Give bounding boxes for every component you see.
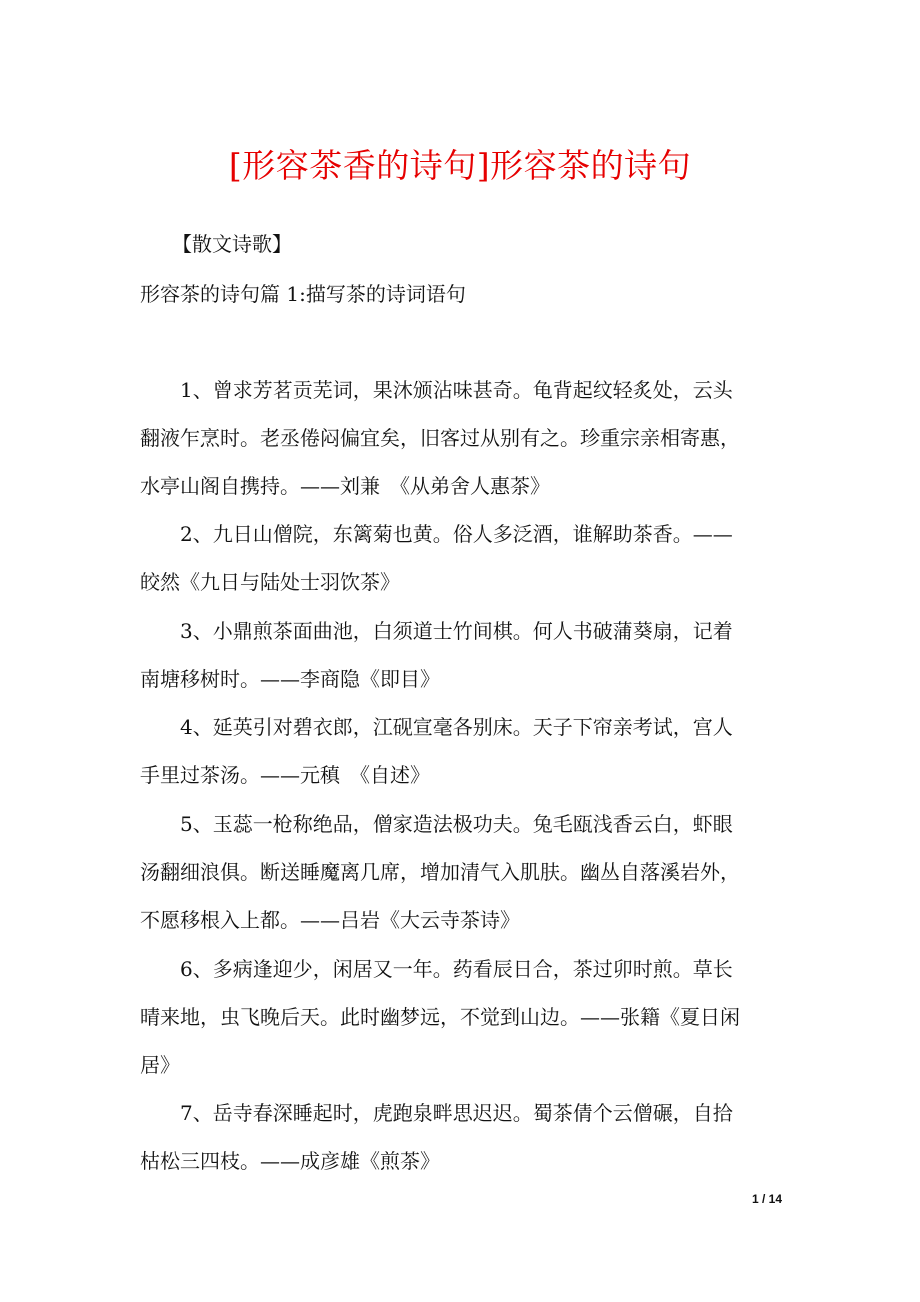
poem-line: 晴来地，虫飞晚后天。此时幽梦远，不觉到山边。——张籍《夏日闲 <box>140 1005 740 1029</box>
poem-4 <box>140 703 780 799</box>
category-label: 【散文诗歌】 <box>172 232 292 256</box>
poem-3 <box>140 607 780 703</box>
poem-line: 5、玉蕊一枪称绝品，僧家造法极功夫。兔毛瓯浅香云白，虾眼 <box>180 812 733 836</box>
poem-line: 1、曾求芳茗贡芜词，果沐颁沾味甚奇。龟背起纹轻炙处，云头 <box>180 378 733 402</box>
poem-line: 2、九日山僧院，东篱菊也黄。俗人多泛酒，谁解助茶香。—— <box>180 522 733 546</box>
poem-line: 水亭山阁自携持。——刘兼 《从弟舍人惠茶》 <box>140 474 550 498</box>
poem-line: 皎然《九日与陆处士羽饮茶》 <box>140 570 400 594</box>
poem-6 <box>140 945 780 1089</box>
poem-line: 手里过茶汤。——元稹 《自述》 <box>140 763 430 787</box>
poem-line: 枯松三四枝。——成彦雄《煎茶》 <box>140 1149 440 1173</box>
poem-line: 汤翻细浪俱。断送睡魔离几席，增加清气入肌肤。幽丛自落溪岩外， <box>140 860 740 884</box>
poem-line: 3、小鼎煎茶面曲池，白须道士竹间棋。何人书破蒲葵扇，记着 <box>180 619 733 643</box>
poem-line: 7、岳寺春深睡起时，虎跑泉畔思迟迟。蜀茶倩个云僧碾，自拾 <box>180 1101 733 1125</box>
document-title: [形容茶香的诗句]形容茶的诗句 <box>228 146 692 185</box>
poem-line: 南塘移树时。——李商隐《即目》 <box>140 667 440 691</box>
page-number: 1 / 14 <box>751 1192 782 1206</box>
poem-2 <box>140 510 780 606</box>
poem-line: 4、延英引对碧衣郎，江砚宣毫各别床。天子下帘亲考试，宫人 <box>180 715 733 739</box>
poem-line: 6、多病逢迎少，闲居又一年。药看辰日合，茶过卯时煎。草长 <box>180 957 733 981</box>
poem-5 <box>140 800 780 944</box>
poem-line: 不愿移根入上都。——吕岩《大云寺茶诗》 <box>140 908 520 932</box>
poem-1 <box>140 366 780 510</box>
poem-7 <box>140 1089 780 1185</box>
poem-line: 翻液乍烹时。老丞倦闷偏宜矣，旧客过从别有之。珍重宗亲相寄惠， <box>140 426 740 450</box>
poem-line: 居》 <box>140 1053 180 1077</box>
section-subtitle: 形容茶的诗句篇 1:描写茶的诗词语句 <box>140 282 466 306</box>
